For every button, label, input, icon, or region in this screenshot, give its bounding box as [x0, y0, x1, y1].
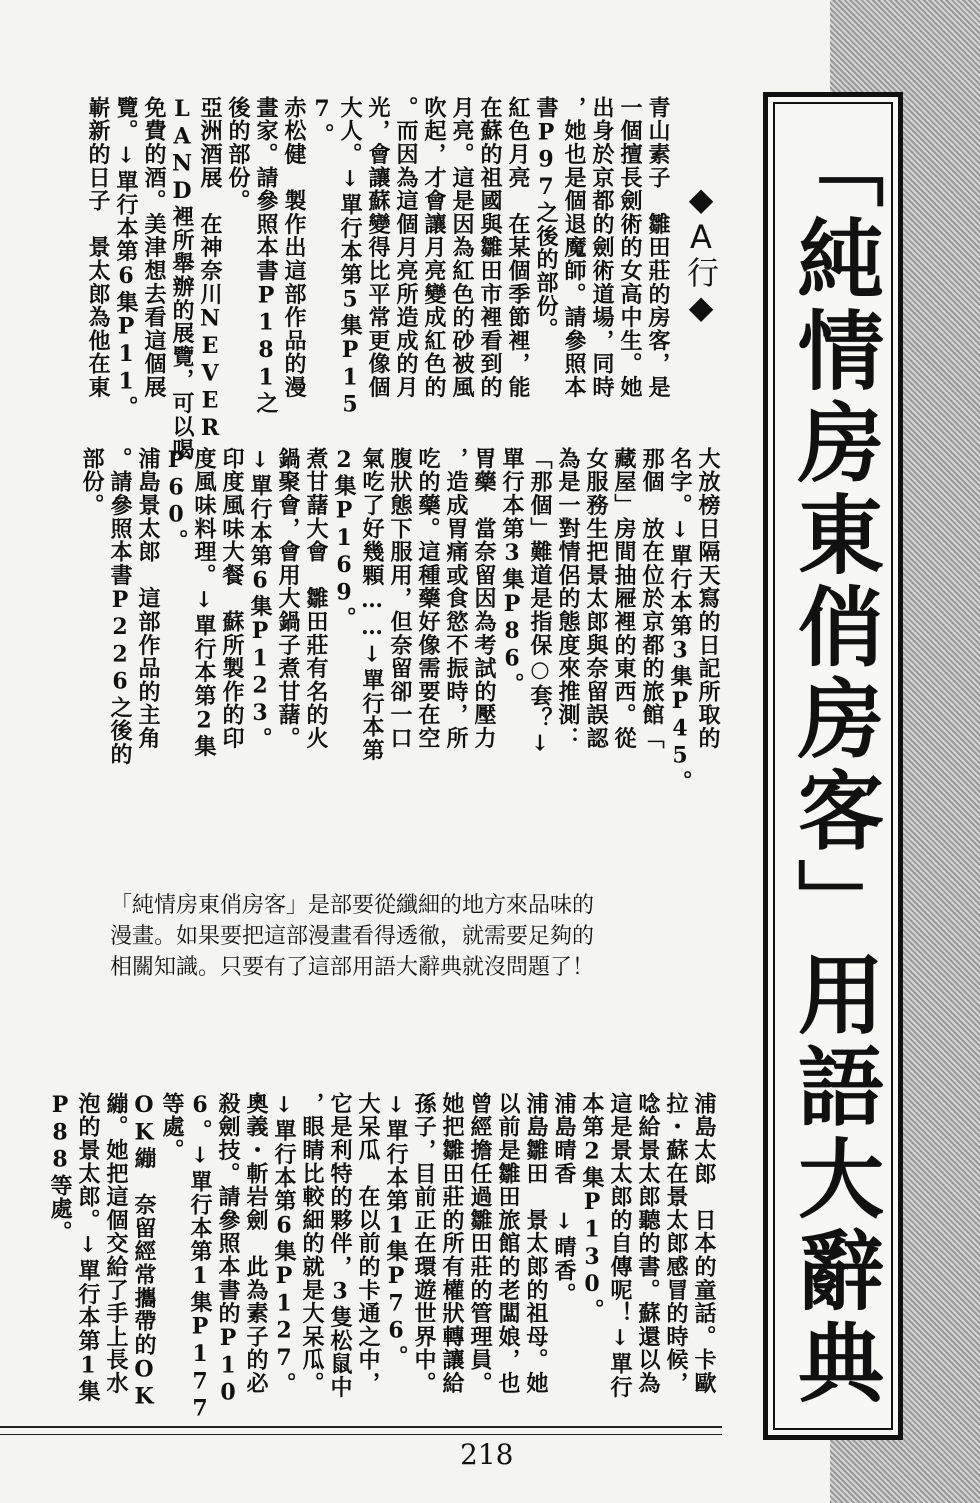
- text-column: 本第2集P130。: [579, 1092, 605, 1322]
- text-column: ，造成胃痛或食慾不振時，所: [443, 447, 469, 750]
- text-column: 浦島景太郎 這部作品的主角: [135, 447, 161, 750]
- text-column: 拉・蘇在景太郎感冒的時候，: [663, 1092, 689, 1395]
- text-column: 畫家。請參照本書P181之: [253, 96, 279, 415]
- text-column: 鍋聚會，會用大鍋子煮甘藷。: [275, 447, 301, 750]
- text-column: 單行本第3集P86。: [499, 447, 525, 696]
- text-column: 浦島晴香 ↓晴香。: [551, 1092, 577, 1306]
- intro-line: 「純情房東俏房客」是部要從纖細的地方來品味的: [110, 893, 595, 918]
- text-column: 6。↓單行本第1集P177: [187, 1092, 213, 1423]
- text-column: 印度風味大餐 蘇所製作的印: [219, 447, 245, 750]
- text-column: 藏屋」房間抽屜裡的東西。從: [611, 447, 637, 750]
- text-column: 赤松健 製作出這部作品的漫: [281, 96, 307, 399]
- text-column: OK繃 奈留經常攜帶的OK: [131, 1092, 157, 1411]
- text-column: 後的部份。: [225, 96, 251, 213]
- text-column: ，她也是個退魔師。請參照本: [561, 96, 587, 399]
- text-column: ，眼睛比較細的就是大呆瓜。: [299, 1092, 325, 1395]
- text-column: 女服務生把景太郎與奈留誤認: [583, 447, 609, 750]
- text-column: 月亮。這是因為紅色的砂被風: [449, 96, 475, 399]
- text-column: ↓單行本第6集P123。: [247, 447, 273, 751]
- text-column: ↓單行本第1集P76。: [383, 1092, 409, 1369]
- text-column: 亞洲酒展 在神奈川NEVER: [197, 96, 223, 443]
- text-column: 繃。她把這個交給了手上長水: [103, 1092, 129, 1395]
- text-column: 泡的景太郎。↓單行本第1集: [75, 1092, 101, 1403]
- intro-paragraph: [110, 890, 710, 983]
- text-column: P88等處。: [47, 1092, 73, 1244]
- text-column: 吹起，才會讓月亮變成紅色的: [421, 96, 447, 399]
- text-column: 唸給景太郎聽的書。蘇還以為: [635, 1092, 661, 1395]
- text-column: 她把雛田莊的所有權狀轉讓給: [439, 1092, 465, 1395]
- section-heading: ◆A行◆: [682, 180, 720, 326]
- text-column: 書P97之後的部份。: [533, 96, 559, 341]
- text-column: LAND裡所舉辦的展覽，可以喝: [169, 96, 195, 462]
- text-column: 煮甘藷大會 雛田莊有名的火: [303, 447, 329, 750]
- text-column: 腹狀態下服用，但奈留卻一口: [387, 447, 413, 750]
- text-column: 這是景太郎的自傳呢！↓單行: [607, 1092, 633, 1399]
- text-column: 等處。: [159, 1092, 185, 1162]
- glossary-block-top: [84, 96, 672, 462]
- text-column: 部份。: [79, 447, 105, 517]
- text-column: 大人。↓單行本第5集P15: [337, 96, 363, 419]
- text-column: 2集P169。: [331, 447, 357, 631]
- text-column: 「那個」難道是指保○套？↓: [527, 447, 553, 758]
- text-column: 在蘇的祖國與雛田市裡看到的: [477, 96, 503, 399]
- page-number: 218: [460, 1438, 514, 1471]
- title-frame: [773, 102, 893, 1430]
- text-column: 大呆瓜 在以前的卡通之中，: [355, 1092, 381, 1395]
- intro-line: 相關知識。只要有了這部用語大辭典就沒問題了！: [110, 955, 595, 980]
- text-column: 度風味料理。↓單行本第2集: [191, 447, 217, 758]
- text-column: 7。: [309, 96, 335, 147]
- glossary-block-middle: [78, 447, 722, 793]
- text-column: P60。: [163, 447, 189, 553]
- intro-line: 漫畫。如果要把這部漫畫看得透徹，就需要足夠的: [110, 924, 595, 949]
- text-column: 它是利特的夥伴，3隻松鼠中: [327, 1092, 353, 1399]
- text-column: 。而因為這個月亮所造成的月: [393, 96, 419, 399]
- text-column: 免費的酒。美津想去看這個展: [141, 96, 167, 399]
- text-column: 浦島雛田 景太郎的祖母。她: [523, 1092, 549, 1395]
- text-column: ↓單行本第6集P127。: [271, 1092, 297, 1396]
- title-box: [763, 92, 903, 1440]
- text-column: 出身於京都的劍術道場，同時: [589, 96, 615, 399]
- text-column: 吃的藥。這種藥好像需要在空: [415, 447, 441, 750]
- text-column: 嶄新的日子 景太郎為他在東: [85, 96, 111, 399]
- page-title: 「純情房東俏房客」用語大辭典: [783, 122, 883, 1410]
- glossary-block-bottom: [46, 1092, 718, 1423]
- text-column: 覽。↓單行本第6集P11。: [113, 96, 139, 419]
- text-column: 為是一對情侶的態度來推測：: [555, 447, 581, 750]
- text-column: 胃藥 當奈留因為考試的壓力: [471, 447, 497, 750]
- text-column: 一個擅長劍術的女高中生。她: [617, 96, 643, 399]
- text-column: 氣吃了好幾顆……↓單行本第: [359, 447, 385, 762]
- text-column: 浦島太郎 日本的童話。卡歐: [691, 1092, 717, 1395]
- text-column: 曾經擔任過雛田莊的管理員。: [467, 1092, 493, 1395]
- text-column: 青山素子 雛田莊的房客，是: [645, 96, 671, 399]
- text-column: 。請參照本書P226之後的: [107, 447, 133, 766]
- text-column: 光，會讓蘇變得比平常更像個: [365, 96, 391, 399]
- text-column: 以前是雛田旅館的老闆娘，也: [495, 1092, 521, 1395]
- text-column: 奧義・斬岩劍 此為素子的必: [243, 1092, 269, 1395]
- text-column: 孫子，目前正在環遊世界中。: [411, 1092, 437, 1395]
- text-column: 紅色月亮 在某個季節裡，能: [505, 96, 531, 399]
- footer-rule: [0, 1426, 722, 1435]
- text-column: 大放榜日隔天寫的日記所取的: [695, 447, 721, 750]
- text-column: 殺劍技。請參照本書的P10: [215, 1092, 241, 1407]
- text-column: 名字。↓單行本第3集P45。: [667, 447, 693, 794]
- text-column: 那個 放在位於京都的旅館「: [639, 447, 665, 750]
